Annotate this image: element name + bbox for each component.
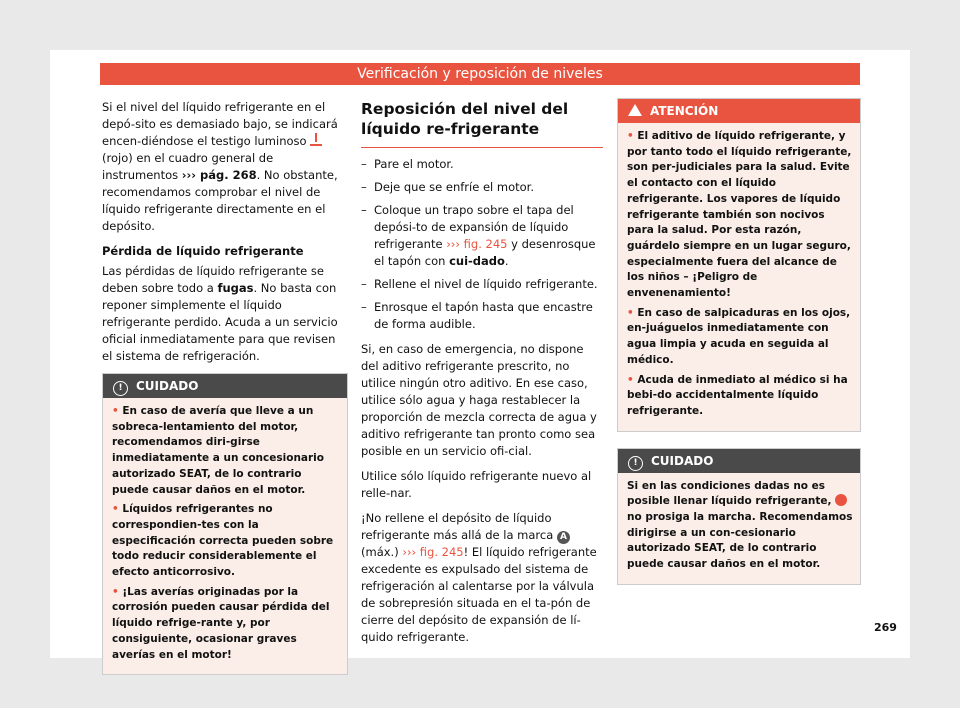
figure-reference-link[interactable]: ››› fig. 245 bbox=[402, 545, 464, 559]
warning-box bbox=[617, 98, 861, 432]
emergency-paragraph: Si, en caso de emergencia, no dispone del aditivo refrigerante prescrito, no utilice ningún otro aditivo. En ese caso, utilice sólo agua y haga restablecer la proporción de mezcla correcta de agua y aditivo refrigerante tan pronto como sea posible en un servicio ofi-cial. bbox=[361, 342, 597, 458]
caution-item: • ¡Las averías originadas por la corrosión pueden causar pérdida del líquido refrige-rante y, por consiguiente, ocasionar graves averías en el motor! bbox=[112, 585, 330, 661]
warning-triangle-icon bbox=[628, 104, 642, 116]
step-item: – Rellene el nivel de líquido refrigerante. bbox=[361, 276, 603, 293]
caution-box bbox=[102, 373, 348, 675]
page-reference-link[interactable]: ››› pág. 268 bbox=[181, 168, 257, 182]
caution-box-header: ! CUIDADO bbox=[103, 374, 347, 398]
warning-item: • En caso de salpicaduras en los ojos, en-juáguelos inmediatamente con agua limpia y acuda en seguida al médico. bbox=[627, 306, 851, 366]
caution-box-2 bbox=[617, 448, 861, 585]
max-mark-paragraph: ¡No rellene el depósito de líquido refrigerante más allá de la marca A (máx.) ››› fig. 245! El líquido refrigerante excedente es expulsado del sistema de refrigeración al calentarse por la válvula de sobrepresión situada en el ta-pón de cierre del depósito de expansión de lí-quido refrigerante. bbox=[361, 511, 597, 644]
warning-box-header: ATENCIÓN bbox=[618, 99, 860, 123]
step-item: – Coloque un trapo sobre el tapa del depósi-to de expansión de líquido refrigerante ››› fig. 245 y desenrosque el tapón con cui-dado. bbox=[361, 202, 603, 270]
intro-paragraph: Si el nivel del líquido refrigerante en el depó-sito es demasiado bajo, se indicará encen-diéndose el testigo luminoso (rojo) en el cuadro general de instrumentos ››› pág. 268. No obstante, recomendamos comprobar el nivel de líquido refrigerante directamente en el depósito. bbox=[102, 100, 338, 233]
column-3 bbox=[617, 99, 861, 585]
figure-reference-link[interactable]: ››› fig. 245 bbox=[446, 237, 508, 251]
caution-box-body bbox=[103, 398, 347, 674]
column-1 bbox=[102, 99, 348, 675]
caution-box-header: ! CUIDADO bbox=[618, 449, 860, 473]
warning-light-icon bbox=[835, 494, 847, 506]
warning-item: • Acuda de inmediato al médico si ha bebi-do accidentalmente líquido refrigerante. bbox=[627, 373, 848, 417]
caution-info-icon: ! bbox=[113, 381, 128, 396]
caution-item: • En caso de avería que lleve a un sobreca-lentamiento del motor, recomendamos diri-girse inmediatamente a un concesionario autorizado SEAT, de lo contrario puede causar daños en el motor. bbox=[112, 405, 324, 496]
coolant-loss-paragraph: Las pérdidas de líquido refrigerante se deben sobre todo a fugas. No basta con reponer simplemente el líquido refrigerante perdido. Acuda a un servicio oficial inmediatamente para que revisen el sistema de refrigeración. bbox=[102, 264, 338, 363]
step-item: – Deje que se enfríe el motor. bbox=[361, 179, 603, 196]
caution-paragraph: Si en las condiciones dadas no es posible llenar líquido refrigerante, no prosiga la marcha. Recomendamos dirigirse a un con-cesionario autorizado SEAT, de lo contrario puede causar daños en el motor. bbox=[627, 479, 853, 571]
caution-box-body bbox=[618, 473, 860, 584]
warning-item: • El aditivo de líquido refrigerante, y por tanto todo el líquido refrigerante, son per-judiciales para la salud. Evite el contacto con el líquido refrigerante. Los vapores de líquido refrigerante también son nocivos para la salud. Por esta razón, guárdelo siempre en un lugar seguro, especialmente fuera del alcance de los niños – ¡Peligro de envenenamiento! bbox=[627, 130, 852, 300]
page-number: 269 bbox=[874, 621, 897, 634]
caution-info-icon: ! bbox=[628, 456, 643, 471]
section-title: Reposición del nivel del líquido re-frigerante bbox=[361, 99, 603, 148]
marker-a-icon: A bbox=[557, 531, 570, 544]
page-header: Verificación y reposición de niveles bbox=[100, 63, 860, 85]
step-item: – Pare el motor. bbox=[361, 156, 603, 173]
coolant-loss-heading: Pérdida de líquido refrigerante bbox=[102, 244, 304, 258]
coolant-warning-icon bbox=[310, 133, 322, 146]
new-coolant-paragraph: Utilice sólo líquido refrigerante nuevo al relle-nar. bbox=[361, 469, 592, 500]
caution-item: • Líquidos refrigerantes no correspondien-tes con la especificación correcta pueden sobre todo reducir considerablemente el efecto anticorrosivo. bbox=[112, 503, 334, 579]
warning-box-body bbox=[618, 123, 860, 431]
column-2 bbox=[361, 99, 603, 654]
step-item: – Enrosque el tapón hasta que encastre de forma audible. bbox=[361, 299, 603, 333]
steps-list bbox=[361, 156, 603, 333]
